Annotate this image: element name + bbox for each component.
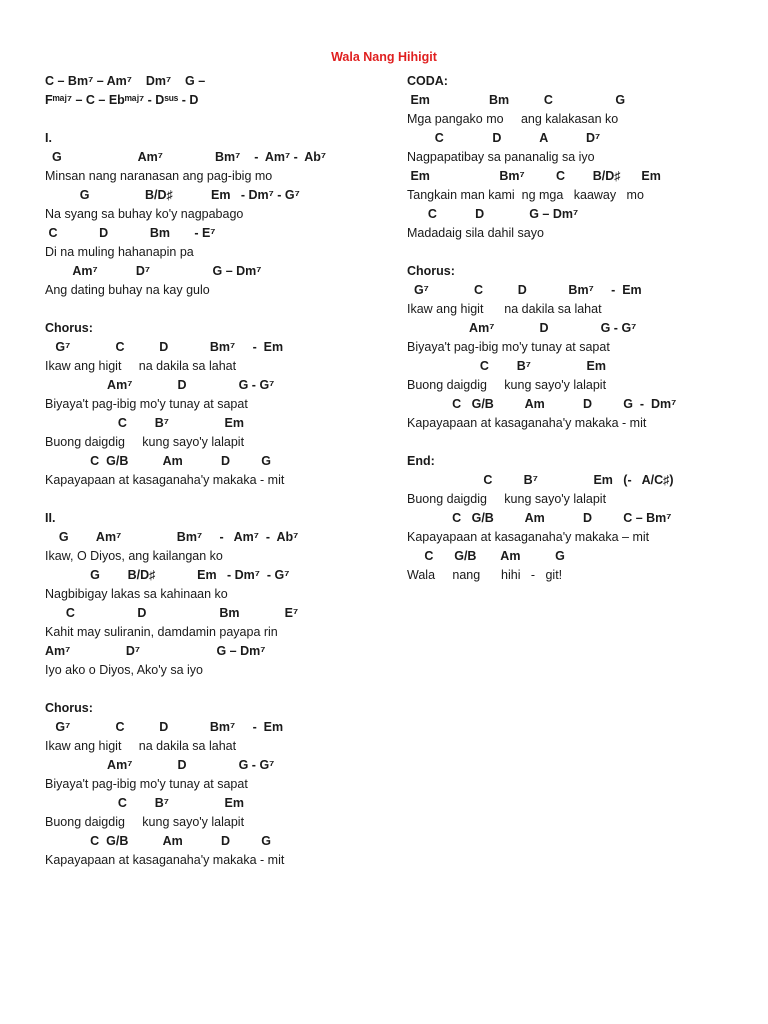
section-heading: I.: [45, 131, 52, 145]
chord-line: Am⁷ D⁷ G – Dm⁷: [45, 644, 266, 658]
chord-line: C D Bm E⁷: [45, 606, 299, 620]
chord-line: G⁷ C D Bm⁷ - Em: [407, 283, 642, 297]
section-heading: CODA:: [407, 74, 448, 88]
chord-line: G⁷ C D Bm⁷ - Em: [45, 340, 284, 354]
chord-line: Em Bm C G: [407, 93, 626, 107]
lyric-line: Na syang sa buhay ko'y nagpabago: [45, 207, 244, 221]
lyric-line: Ikaw ang higit na dakila sa lahat: [45, 359, 237, 373]
lyric-line: Ikaw ang higit na dakila sa lahat: [407, 302, 602, 316]
spacer: [407, 433, 747, 452]
chord-line: G Am⁷ Bm⁷ - Am⁷ - Ab⁷: [45, 530, 299, 544]
lyric-line: Iyo ako o Diyos, Ako'y sa iyo: [45, 663, 204, 677]
lyric-line: Madadaig sila dahil sayo: [407, 226, 544, 240]
chord-line: C G/B Am G: [407, 549, 565, 563]
chord-line: Am⁷ D G - G⁷: [407, 321, 637, 335]
lyric-line: Kapayapaan at kasaganaha'y makaka – mit: [407, 530, 650, 544]
chord-line: G B/D♯ Em - Dm⁷ - G⁷: [45, 188, 300, 202]
section-heading: End:: [407, 454, 435, 468]
chord-line: C B⁷ Em: [45, 796, 244, 810]
lyric-line: Buong daigdig kung sayo'y lalapit: [407, 492, 607, 506]
lyric-line: Buong daigdig kung sayo'y lalapit: [45, 435, 245, 449]
lyric-line: Ang dating buhay na kay gulo: [45, 283, 210, 297]
section-heading: Chorus:: [45, 321, 93, 335]
chord-line: C G/B Am D G: [45, 454, 271, 468]
lyric-line: Di na muling hahanapin pa: [45, 245, 194, 259]
lyric-line: Kahit may suliranin, damdamin payapa rin: [45, 625, 278, 639]
chord-line: C G/B Am D C – Bm⁷: [407, 511, 672, 525]
lyric-line: Biyaya't pag-ibig mo'y tunay at sapat: [45, 777, 248, 791]
lyric-line: Kapayapaan at kasaganaha'y makaka - mit: [45, 473, 285, 487]
lyric-line: Tangkain man kami ng mga kaaway mo: [407, 188, 644, 202]
chord-line: C G/B Am D G: [45, 834, 271, 848]
chord-line: C G/B Am D G - Dm⁷: [407, 397, 677, 411]
chord-line: G⁷ C D Bm⁷ - Em: [45, 720, 284, 734]
lyric-line: Biyaya't pag-ibig mo'y tunay at sapat: [45, 397, 248, 411]
lyric-line: Mga pangako mo ang kalakasan ko: [407, 112, 619, 126]
right-column: [407, 72, 747, 585]
chord-line: G Am⁷ Bm⁷ - Am⁷ - Ab⁷: [45, 150, 327, 164]
lyric-line: Buong daigdig kung sayo'y lalapit: [45, 815, 245, 829]
section-heading: II.: [45, 511, 56, 525]
chord-line: Am⁷ D G - G⁷: [45, 378, 275, 392]
chord-line: C – Bm⁷ – Am⁷ Dm⁷ G –: [45, 74, 206, 88]
chord-line: C B⁷ Em: [407, 359, 606, 373]
lyric-line: Buong daigdig kung sayo'y lalapit: [407, 378, 607, 392]
lyric-line: Nagpapatibay sa pananalig sa iyo: [407, 150, 595, 164]
lyric-line: Ikaw ang higit na dakila sa lahat: [45, 739, 237, 753]
song-title: Wala Nang Hihigit: [331, 50, 437, 64]
lyric-line: Ikaw, O Diyos, ang kailangan ko: [45, 549, 223, 563]
left-column: [45, 72, 385, 870]
lyric-line: Kapayapaan at kasaganaha'y makaka - mit: [407, 416, 647, 430]
spacer: [45, 110, 385, 129]
chord-line: Fᵐᵃʲ⁷ – C – Ebᵐᵃʲ⁷ - Dˢᵘˢ - D: [45, 93, 199, 107]
chord-line: G B/D♯ Em - Dm⁷ - G⁷: [45, 568, 290, 582]
chord-line: C D G – Dm⁷: [407, 207, 579, 221]
chord-line: Em Bm⁷ C B/D♯ Em: [407, 169, 661, 183]
section-heading: Chorus:: [45, 701, 93, 715]
lyric-line: Wala nang hihi - git!: [407, 568, 563, 582]
section-heading: Chorus:: [407, 264, 455, 278]
spacer: [45, 300, 385, 319]
spacer: [407, 243, 747, 262]
lyric-line: Kapayapaan at kasaganaha'y makaka - mit: [45, 853, 285, 867]
chord-line: C B⁷ Em (- A/C♯): [407, 473, 674, 487]
chord-line: C D Bm - E⁷: [45, 226, 216, 240]
lyric-line: Biyaya't pag-ibig mo'y tunay at sapat: [407, 340, 610, 354]
lyric-line: Nagbibigay lakas sa kahinaan ko: [45, 587, 228, 601]
chord-line: Am⁷ D G - G⁷: [45, 758, 275, 772]
lyric-line: Minsan nang naranasan ang pag-ibig mo: [45, 169, 273, 183]
chord-line: C D A D⁷: [407, 131, 601, 145]
chord-line: Am⁷ D⁷ G – Dm⁷: [45, 264, 262, 278]
chord-line: C B⁷ Em: [45, 416, 244, 430]
spacer: [45, 490, 385, 509]
spacer: [45, 680, 385, 699]
